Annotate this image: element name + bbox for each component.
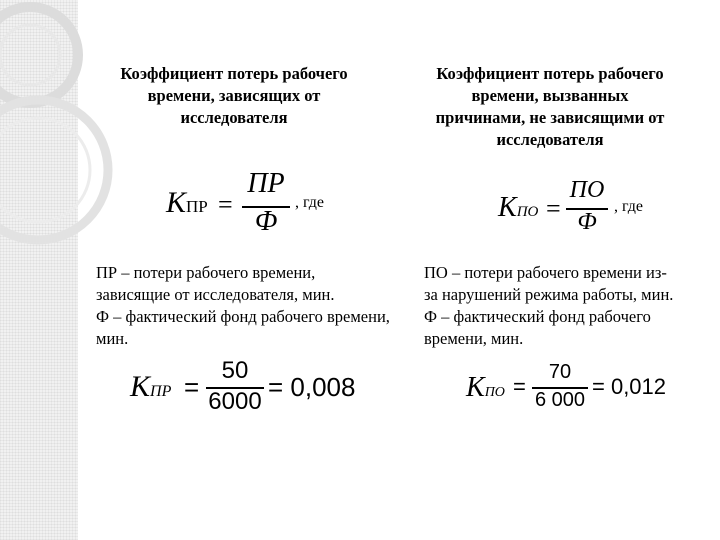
decorative-rings [0, 0, 140, 260]
definition-pr-line1: ПР – потери рабочего времени, [96, 263, 316, 282]
formula-left-equals: = [218, 190, 233, 219]
calc-left-symbol: K [130, 370, 151, 403]
definition-f-left-line1: Ф – фактический фонд рабочего времени, [96, 307, 390, 326]
calc-left-numerator: 50 [221, 357, 249, 384]
definition-f-left-line2: мин. [96, 329, 129, 348]
definition-po-line2: за нарушений режима работы, мин. [424, 285, 674, 304]
formula-left-where: , где [295, 194, 325, 211]
formula-right-numerator: ПО [569, 177, 605, 203]
formula-right-symbol: K [498, 192, 517, 223]
formula-left-subscript: ПР [186, 197, 208, 216]
calc-right-subscript: ПО [484, 385, 505, 400]
formula-right-denominator: Ф [577, 209, 597, 235]
calc-left-equals: = [184, 372, 200, 402]
formula-right-equals: = [546, 194, 561, 223]
calc-right-numerator: 70 [548, 361, 572, 383]
calc-right-symbol: K [466, 372, 485, 403]
calc-left-subscript: ПР [150, 383, 172, 400]
definition-pr-line2: зависящие от исследователя, мин. [96, 285, 335, 304]
definition-f-right-line1: Ф – фактический фонд рабочего [424, 307, 651, 326]
formula-right-where: , где [614, 198, 644, 215]
definition-f-right-line2: времени, мин. [424, 329, 524, 348]
calc-right-denominator: 6 000 [534, 389, 586, 411]
formula-left-denominator: Ф [254, 206, 278, 237]
formula-left-numerator: ПР [247, 168, 285, 199]
calc-left-result: = 0,008 [268, 372, 356, 402]
formula-right-subscript: ПО [516, 204, 539, 220]
heading-right: Коэффициент потерь рабочего времени, вызванных причинами, не зависящими от исследователя [435, 64, 665, 149]
calc-right-equals: = [513, 374, 526, 399]
formula-left-symbol: K [166, 186, 187, 219]
definition-po-line1: ПО – потери рабочего времени из- [424, 263, 667, 282]
calc-left-denominator: 6000 [208, 388, 262, 415]
heading-left: Коэффициент потерь рабочего времени, зависящих от исследователя [120, 64, 348, 127]
calc-right-result: = 0,012 [592, 374, 667, 399]
